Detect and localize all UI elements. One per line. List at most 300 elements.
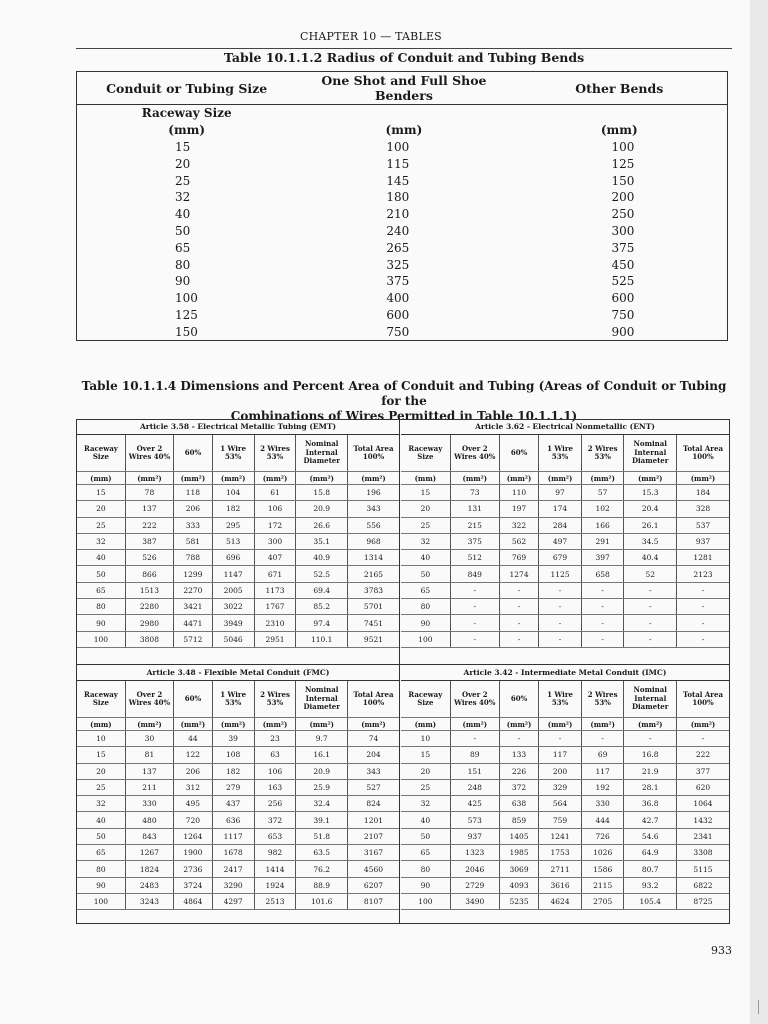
table-cell: 15.8 [296, 485, 348, 501]
table-cell: 26.6 [296, 517, 348, 533]
table-cell: - [450, 582, 499, 598]
unit-cell: (mm) [401, 718, 450, 731]
table-cell: - [499, 582, 538, 598]
table-cell: 104 [212, 485, 254, 501]
table-cell: 226 [499, 763, 538, 779]
table-cell: - [624, 631, 676, 647]
table-cell: 9.7 [296, 731, 348, 747]
column-header: 60% [174, 681, 213, 718]
table-cell: 26.1 [624, 517, 676, 533]
imc-section [401, 666, 729, 910]
table-cell: 387 [125, 533, 173, 549]
table-cell: 76.2 [296, 861, 348, 877]
emt-section [77, 420, 399, 648]
table-cell: 40.9 [296, 550, 348, 566]
table-cell: 3724 [174, 877, 213, 893]
table-cell: - [581, 731, 624, 747]
table-cell: 4864 [174, 893, 213, 909]
table-cell: 328 [676, 501, 729, 517]
table-cell: 105.4 [624, 893, 676, 909]
table-cell: 39.1 [296, 812, 348, 828]
table-cell: 65 [401, 845, 450, 861]
table-cell: 125 [611, 156, 635, 171]
table-row [77, 239, 728, 256]
table-cell: 1432 [676, 812, 729, 828]
table-cell: 726 [581, 828, 624, 844]
section-divider-vertical [399, 420, 400, 923]
unit-cell: (mm²) [125, 472, 173, 485]
table-cell: 100 [401, 893, 450, 909]
table-cell: 400 [386, 291, 410, 306]
table-row [401, 485, 729, 501]
table-cell: 117 [539, 747, 582, 763]
column-header: 2 Wires 53% [254, 435, 296, 472]
table-row [77, 763, 399, 779]
page-number: 933 [711, 944, 732, 957]
table-cell: 636 [212, 812, 254, 828]
unit-cell: (mm²) [581, 718, 624, 731]
unit-cell: (mm) [77, 472, 125, 485]
table-cell: 101.6 [296, 893, 348, 909]
table-cell: - [676, 631, 729, 647]
table-row [401, 533, 729, 549]
table-cell: 61 [254, 485, 296, 501]
table-cell: 4297 [212, 893, 254, 909]
table-cell: 100 [77, 631, 125, 647]
table-row [77, 533, 399, 549]
unit-cell: (mm²) [174, 472, 213, 485]
table-cell: 15 [77, 747, 125, 763]
table-cell: 65 [77, 582, 125, 598]
col-header-other: Other Bends [512, 72, 728, 105]
table-cell: 16.8 [624, 747, 676, 763]
table-cell: 1414 [254, 861, 296, 877]
table-cell: 110 [499, 485, 538, 501]
table-cell: 407 [254, 550, 296, 566]
column-header: 60% [499, 435, 538, 472]
table-cell: - [499, 599, 538, 615]
table-cell: 5712 [174, 631, 213, 647]
table-cell: 1241 [539, 828, 582, 844]
table-cell: 20.9 [296, 501, 348, 517]
table-row [77, 877, 399, 893]
table-cell: 284 [539, 517, 582, 533]
table-row [77, 747, 399, 763]
table-cell: 85.2 [296, 599, 348, 615]
column-header: 2 Wires 53% [581, 435, 624, 472]
table-cell: - [676, 731, 729, 747]
table-cell: 4560 [347, 861, 399, 877]
table-cell: 90 [175, 274, 191, 289]
table-cell: 34.5 [624, 533, 676, 549]
column-header: 1 Wire 53% [212, 435, 254, 472]
column-header: Over 2 Wires 40% [450, 435, 499, 472]
table-cell: 32 [77, 796, 125, 812]
table-cell: 329 [539, 779, 582, 795]
column-header: Total Area 100% [676, 435, 729, 472]
table-cell: 3490 [450, 893, 499, 909]
table-cell: 437 [212, 796, 254, 812]
table-cell: 50 [77, 828, 125, 844]
table-cell: 2711 [539, 861, 582, 877]
table-cell: 182 [212, 501, 254, 517]
column-header: Over 2 Wires 40% [125, 681, 173, 718]
table-cell: 64.9 [624, 845, 676, 861]
table-cell: - [499, 631, 538, 647]
table-cell: 372 [254, 812, 296, 828]
table-cell: 1985 [499, 845, 538, 861]
table-cell: 106 [254, 501, 296, 517]
table-row [77, 501, 399, 517]
table-cell: 97.4 [296, 615, 348, 631]
table-row [77, 206, 728, 223]
table-row [401, 828, 729, 844]
table-cell: 866 [125, 566, 173, 582]
table-row [77, 893, 399, 909]
unit-cell: (mm²) [296, 472, 348, 485]
table-cell: 1767 [254, 599, 296, 615]
table-cell: 200 [539, 763, 582, 779]
table-cell: 512 [450, 550, 499, 566]
table-cell: - [499, 731, 538, 747]
table-cell: 3616 [539, 877, 582, 893]
table-row [77, 172, 728, 189]
table-cell: 15 [401, 485, 450, 501]
table-cell: 25 [175, 173, 191, 188]
table-cell: 133 [499, 747, 538, 763]
column-header: Total Area 100% [347, 435, 399, 472]
table-cell: 118 [174, 485, 213, 501]
table-cell: 526 [125, 550, 173, 566]
unit-cell: (mm²) [212, 472, 254, 485]
table-row [77, 731, 399, 747]
table-cell: 50 [77, 566, 125, 582]
column-header: 60% [174, 435, 213, 472]
table-cell: 57 [581, 485, 624, 501]
table-cell: 115 [386, 156, 410, 171]
table-cell: 859 [499, 812, 538, 828]
table-cell: 343 [347, 501, 399, 517]
units-row [401, 718, 729, 731]
table-cell: - [624, 731, 676, 747]
unit-cell: (mm²) [254, 718, 296, 731]
unit-cell: (mm²) [450, 472, 499, 485]
table-cell: 78 [125, 485, 173, 501]
table-cell: 222 [125, 517, 173, 533]
table-cell: 42.7 [624, 812, 676, 828]
table-cell: 100 [401, 631, 450, 647]
table-cell: 54.6 [624, 828, 676, 844]
table-cell: 982 [254, 845, 296, 861]
table-row [401, 550, 729, 566]
table-cell: 110.1 [296, 631, 348, 647]
table-cell: - [450, 599, 499, 615]
table-cell: 65 [175, 240, 191, 255]
table-cell: - [450, 631, 499, 647]
table-cell: 444 [581, 812, 624, 828]
table-cell: 480 [125, 812, 173, 828]
table-cell: 32 [175, 190, 191, 205]
table-cell: 2513 [254, 893, 296, 909]
table-row [401, 779, 729, 795]
table-cell: 537 [676, 517, 729, 533]
table-cell: 3243 [125, 893, 173, 909]
table-cell: 172 [254, 517, 296, 533]
table-row [77, 273, 728, 290]
table-cell: 10 [77, 731, 125, 747]
table-cell: 150 [175, 324, 198, 339]
table-cell: 843 [125, 828, 173, 844]
table-row [77, 139, 728, 156]
table-cell: 90 [401, 615, 450, 631]
table-cell: 2341 [676, 828, 729, 844]
table-cell: - [624, 599, 676, 615]
table-row [77, 631, 399, 647]
table-cell: 166 [581, 517, 624, 533]
column-header: Raceway Size [401, 681, 450, 718]
table-cell: 250 [611, 207, 635, 222]
table-cell: 80 [77, 861, 125, 877]
table-row [401, 582, 729, 598]
units-row [77, 472, 399, 485]
table-cell: 80.7 [624, 861, 676, 877]
table-cell: 2280 [125, 599, 173, 615]
table-row [77, 861, 399, 877]
table-row [77, 550, 399, 566]
table-cell: 1299 [174, 566, 213, 582]
table-cell: 40 [401, 550, 450, 566]
column-header: 2 Wires 53% [254, 681, 296, 718]
table-cell: 151 [450, 763, 499, 779]
table2-title-line: Combinations of Wires Permitted in Table 10.1.1.1) [230, 409, 578, 423]
table-row [77, 189, 728, 206]
table-cell: 222 [676, 747, 729, 763]
table-cell: 125 [175, 307, 198, 322]
table-cell: 197 [499, 501, 538, 517]
table-cell: 291 [581, 533, 624, 549]
table-cell: 50 [175, 223, 191, 238]
table-row [77, 599, 399, 615]
table-cell: 7451 [347, 615, 399, 631]
table-cell: 1147 [212, 566, 254, 582]
table-cell: - [676, 599, 729, 615]
table-row [77, 812, 399, 828]
unit-cell: (mm²) [296, 718, 348, 731]
table-cell: - [450, 615, 499, 631]
column-header: Raceway Size [401, 435, 450, 472]
unit-label: (mm) [168, 123, 206, 138]
table-row [77, 256, 728, 273]
fmc-title: Article 3.48 - Flexible Metal Conduit (FMC) [77, 666, 399, 681]
table-cell: 5701 [347, 599, 399, 615]
table-cell: 89 [450, 747, 499, 763]
table-cell: 25.9 [296, 779, 348, 795]
column-header: Raceway Size [77, 435, 125, 472]
table-cell: 20 [401, 501, 450, 517]
table-cell: 2705 [581, 893, 624, 909]
table-cell: 52 [624, 566, 676, 582]
table-cell: 9521 [347, 631, 399, 647]
table-cell: 2736 [174, 861, 213, 877]
table-cell: 937 [450, 828, 499, 844]
table-cell: - [539, 615, 582, 631]
table-cell: - [624, 582, 676, 598]
page-edge-shadow [750, 0, 768, 1024]
table-cell: - [624, 615, 676, 631]
table-cell: 50 [401, 828, 450, 844]
table-cell: 2046 [450, 861, 499, 877]
unit-cell: (mm²) [539, 472, 582, 485]
table-cell: 182 [212, 763, 254, 779]
table-row [401, 599, 729, 615]
table-cell: 10 [401, 731, 450, 747]
unit-cell: (mm²) [347, 472, 399, 485]
table-cell: 497 [539, 533, 582, 549]
table-cell: 5046 [212, 631, 254, 647]
table-row [77, 485, 399, 501]
table-row [401, 566, 729, 582]
table-cell: 100 [77, 893, 125, 909]
table-cell: 968 [347, 533, 399, 549]
table-cell: 638 [499, 796, 538, 812]
table-cell: 849 [450, 566, 499, 582]
table-cell: 215 [450, 517, 499, 533]
col-header-benders: One Shot and Full Shoe Benders [296, 72, 511, 105]
table-row [401, 861, 729, 877]
column-header: Raceway Size [77, 681, 125, 718]
column-header: Nominal Internal Diameter [296, 435, 348, 472]
table-cell: 2483 [125, 877, 173, 893]
table-cell: 2729 [450, 877, 499, 893]
table-cell: 106 [254, 763, 296, 779]
table-cell: 1201 [347, 812, 399, 828]
header-row [401, 435, 729, 472]
table-cell: 36.8 [624, 796, 676, 812]
table-cell: 425 [450, 796, 499, 812]
table-cell: 300 [254, 533, 296, 549]
unit-label: (mm) [600, 123, 638, 138]
table-cell: 63 [254, 747, 296, 763]
unit-cell: (mm²) [347, 718, 399, 731]
table-cell: 25 [77, 517, 125, 533]
table-cell: 44 [174, 731, 213, 747]
table-cell: 73 [450, 485, 499, 501]
table-cell: 80 [401, 599, 450, 615]
table-cell: 88.9 [296, 877, 348, 893]
table-row [401, 812, 729, 828]
table-cell: 196 [347, 485, 399, 501]
table-cell: 30 [125, 731, 173, 747]
table-row [77, 566, 399, 582]
table-cell: 102 [581, 501, 624, 517]
table-cell: 1026 [581, 845, 624, 861]
table-cell: 2951 [254, 631, 296, 647]
table-cell: 4471 [174, 615, 213, 631]
table2-title [76, 379, 732, 424]
unit-cell: (mm²) [624, 472, 676, 485]
table-cell: - [581, 631, 624, 647]
table-cell: 322 [499, 517, 538, 533]
table-cell: 90 [401, 877, 450, 893]
table-cell: 653 [254, 828, 296, 844]
unit-cell: (mm²) [676, 472, 729, 485]
table-cell: 2005 [212, 582, 254, 598]
table-row [77, 223, 728, 240]
table-cell: 1274 [499, 566, 538, 582]
table-cell: 2270 [174, 582, 213, 598]
table-cell: - [450, 731, 499, 747]
table-cell: 1753 [539, 845, 582, 861]
table-cell: 206 [174, 501, 213, 517]
header-row [77, 435, 399, 472]
table-cell: 372 [499, 779, 538, 795]
table-cell: 1586 [581, 861, 624, 877]
unit-cell: (mm²) [212, 718, 254, 731]
unit-cell: (mm²) [539, 718, 582, 731]
table-cell: 25 [401, 779, 450, 795]
unit-cell: (mm²) [676, 718, 729, 731]
table-cell: 3308 [676, 845, 729, 861]
table-cell: 20 [77, 501, 125, 517]
unit-cell: (mm²) [254, 472, 296, 485]
table-cell: 40 [77, 812, 125, 828]
table-cell: 1125 [539, 566, 582, 582]
table-cell: 50 [401, 566, 450, 582]
column-header: Nominal Internal Diameter [624, 435, 676, 472]
table-cell: 90 [77, 877, 125, 893]
table-cell: 4624 [539, 893, 582, 909]
ent-title: Article 3.62 - Electrical Nonmetallic (ENT) [401, 420, 729, 435]
table-cell: 330 [125, 796, 173, 812]
column-header: 60% [499, 681, 538, 718]
margin-mark [758, 1000, 759, 1014]
table-cell: 375 [386, 274, 410, 289]
table-cell: 20 [401, 763, 450, 779]
table-cell: 720 [174, 812, 213, 828]
table-cell: 180 [386, 190, 410, 205]
table-cell: 150 [611, 173, 635, 188]
table-cell: 23 [254, 731, 296, 747]
table-cell: 20 [175, 156, 191, 171]
table-cell: 15 [175, 139, 191, 154]
table-row [77, 307, 728, 324]
table-cell: - [499, 615, 538, 631]
table-cell: - [676, 582, 729, 598]
imc-title: Article 3.42 - Intermediate Metal Conduit (IMC) [401, 666, 729, 681]
table-cell: 900 [611, 324, 635, 339]
table-cell: 300 [611, 223, 635, 238]
table-row [77, 582, 399, 598]
table-cell: 80 [77, 599, 125, 615]
ent-table [401, 435, 729, 648]
table-cell: 15.3 [624, 485, 676, 501]
table-cell: 32.4 [296, 796, 348, 812]
table-cell: 3290 [212, 877, 254, 893]
table-cell: 210 [386, 207, 410, 222]
table-cell: 1824 [125, 861, 173, 877]
table-cell: 51.8 [296, 828, 348, 844]
table-row [77, 828, 399, 844]
table-cell: 97 [539, 485, 582, 501]
table-cell: - [676, 615, 729, 631]
table-row [401, 631, 729, 647]
table-cell: 163 [254, 779, 296, 795]
table-row [401, 517, 729, 533]
table-cell: 527 [347, 779, 399, 795]
table-cell: 450 [611, 257, 635, 272]
table-cell: 192 [581, 779, 624, 795]
table-cell: 39 [212, 731, 254, 747]
